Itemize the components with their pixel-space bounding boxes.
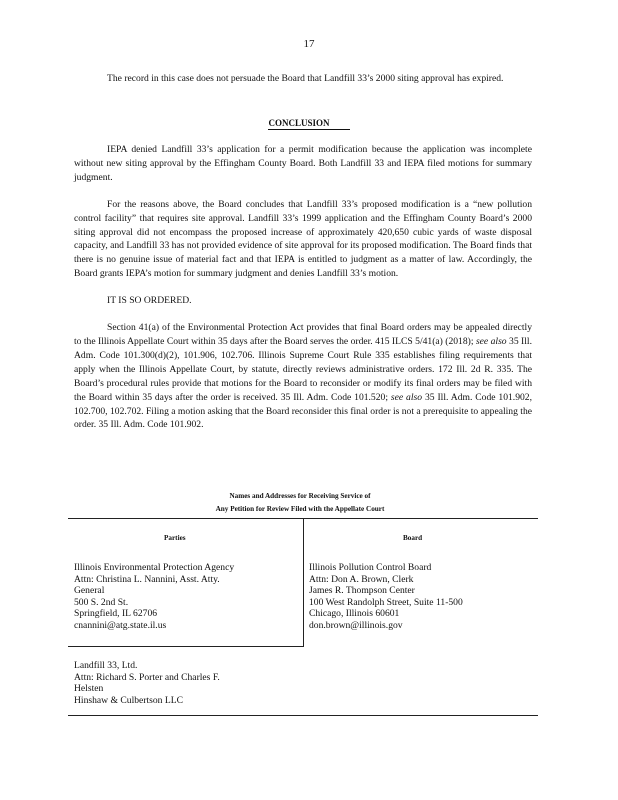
party-line: Attn: Christina L. Nannini, Asst. Atty.	[74, 573, 220, 585]
board-line: James R. Thompson Center	[309, 585, 415, 597]
body-text-main	[74, 143, 532, 445]
party-line: Illinois Environmental Protection Agency	[74, 562, 235, 573]
conclusion-heading: CONCLUSION	[268, 118, 349, 130]
see-also-1: see also	[475, 335, 507, 347]
party-line: Helsten	[74, 683, 104, 695]
party-line: Attn: Richard S. Porter and Charles F.	[74, 671, 220, 683]
party-line: General	[74, 585, 105, 597]
appeal-text-a: Section 41(a) of the Environmental Protection Act provides that final Board orders may be appealed directly to the Illinois Appellate Court within 35 days after the Board serves the order. 415 ILCS 5/41(a) (2018);	[74, 322, 532, 347]
party-line: Hinshaw & Culbertson LLC	[74, 694, 183, 706]
party-line: Landfill 33, Ltd.	[74, 660, 138, 671]
party-line: 500 S. 2nd St.	[74, 596, 129, 608]
board-address	[309, 562, 463, 632]
table-column-divider	[303, 518, 304, 646]
appeal-paragraph	[74, 321, 532, 432]
board-column-header: Board	[403, 534, 423, 542]
board-line: Attn: Don A. Brown, Clerk	[309, 573, 414, 585]
service-table-caption	[150, 490, 450, 516]
parties-column-header: Parties	[164, 534, 186, 542]
appeal-text-c: 35 Ill. Adm. Code 101.902, 102.700, 102.702. Filing a motion asking that the Board reconsider this final order is not a prerequisite to appealing the order. 35 Ill. Adm. Code 101.902.	[74, 391, 533, 431]
so-ordered: IT IS SO ORDERED.	[107, 295, 192, 307]
party-line: Springfield, IL 62706	[74, 608, 158, 620]
board-line: Illinois Pollution Control Board	[309, 562, 432, 573]
caption-line-1: Names and Addresses for Receiving Service of	[229, 492, 371, 500]
conclusion-paragraph: IEPA denied Landfill 33’s application for a permit modification because the application was incomplete without new siting approval by the Effingham County Board. Both Landfill 33 and IEPA filed motions for summary judgment.	[74, 144, 532, 183]
appeal-text-b: 35 Ill. Adm. Code 101.300(d)(2), 101.906, 102.706. Illinois Supreme Court Rule 335 establishes filing requirements that apply when the Illinois Appellate Court, by statute, directly reviews administrative orders. 172 Ill. 2d R. 335. The Board’s procedural rules provide that motions for the Board to reconsider or modify its final orders may be filed with the Board within 35 days after the order is received. 35 Ill. Adm. Code 101.520;	[74, 335, 532, 403]
board-line: Chicago, Illinois 60601	[309, 608, 400, 620]
record-paragraph: The record in this case does not persuade the Board that Landfill 33’s 2000 siting approval has expired.	[107, 73, 504, 84]
reasons-paragraph: For the reasons above, the Board concludes that Landfill 33’s proposed modification is a “new pollution control facility” that requires site approval. Landfill 33’s 1999 application and the Effingham County Board’s 2000 siting approval did not encompass the proposed increase of approximately 420,650 cubic yards of waste disposal capacity, and Landfill 33 has not provided evidence of site approval for its proposed modification. The Board finds that there is no genuine issue of material fact and that IEPA is entitled to judgment as a matter of law. Accordingly, the Board grants IEPA’s motion for summary judgment and denies Landfill 33’s motion.	[74, 198, 532, 280]
party-landfill	[74, 660, 220, 706]
section-heading	[0, 118, 618, 128]
page-number: 17	[303, 38, 315, 50]
see-also-2: see also	[390, 391, 423, 403]
party-email: cnannini@atg.state.il.us	[74, 619, 167, 631]
caption-line-2: Any Petition for Review Filed with the Appellate Court	[215, 505, 385, 513]
party-iepa	[74, 562, 234, 632]
body-paragraph-1	[74, 72, 532, 99]
table-row-divider	[68, 646, 304, 647]
board-line: 100 West Randolph Street, Suite 11-500	[309, 596, 463, 608]
board-email: don.brown@illinois.gov	[309, 619, 403, 631]
